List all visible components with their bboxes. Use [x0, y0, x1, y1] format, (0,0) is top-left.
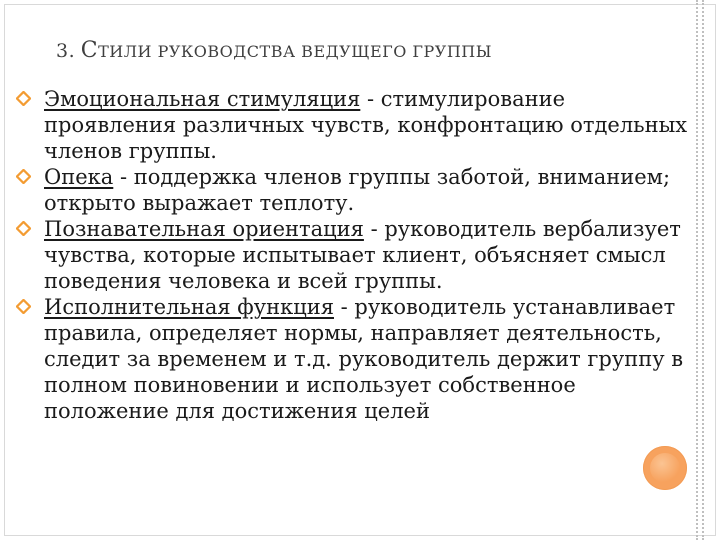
list-item [12, 216, 692, 294]
hollow-diamond-bullet-icon [16, 299, 31, 314]
item-term: Эмоциональная стимуляция [44, 87, 361, 111]
list-item [12, 164, 692, 216]
list-item [12, 86, 692, 164]
orange-circle-icon [643, 446, 687, 490]
item-term: Исполнительная функция [44, 295, 334, 319]
hollow-diamond-bullet-icon [16, 221, 31, 236]
item-term: Опека [44, 165, 114, 189]
slide-title [56, 38, 676, 63]
item-text: - руководитель вербализует чувства, которые испытывает клиент, объясняет смысл поведения человека и всей группы. [44, 217, 681, 293]
dotted-rule-left [696, 0, 698, 540]
hollow-diamond-bullet-icon [16, 91, 31, 106]
item-text: - руководитель устанавливает правила, определяет нормы, направляет деятельность, следит за временем и т.д. руководитель держит группу в полном повиновении и использует собственное положение для достижения целей [44, 295, 684, 423]
list-item [12, 294, 692, 424]
hollow-diamond-bullet-icon [16, 169, 31, 184]
item-text: - поддержка членов группы заботой, вниманием; открыто выражает теплоту. [44, 165, 671, 215]
title-number: 3. [56, 40, 76, 62]
item-term: Познавательная ориентация [44, 217, 364, 241]
dotted-rule-right [702, 0, 704, 540]
item-text: - стимулирование проявления различных чувств, конфронтацию отдельных членов группы. [44, 87, 688, 163]
title-rest: ТИЛИ РУКОВОДСТВА ВЕДУЩЕГО ГРУППЫ [98, 42, 492, 61]
bullet-list [12, 86, 692, 424]
title-first-letter: С [80, 38, 99, 63]
